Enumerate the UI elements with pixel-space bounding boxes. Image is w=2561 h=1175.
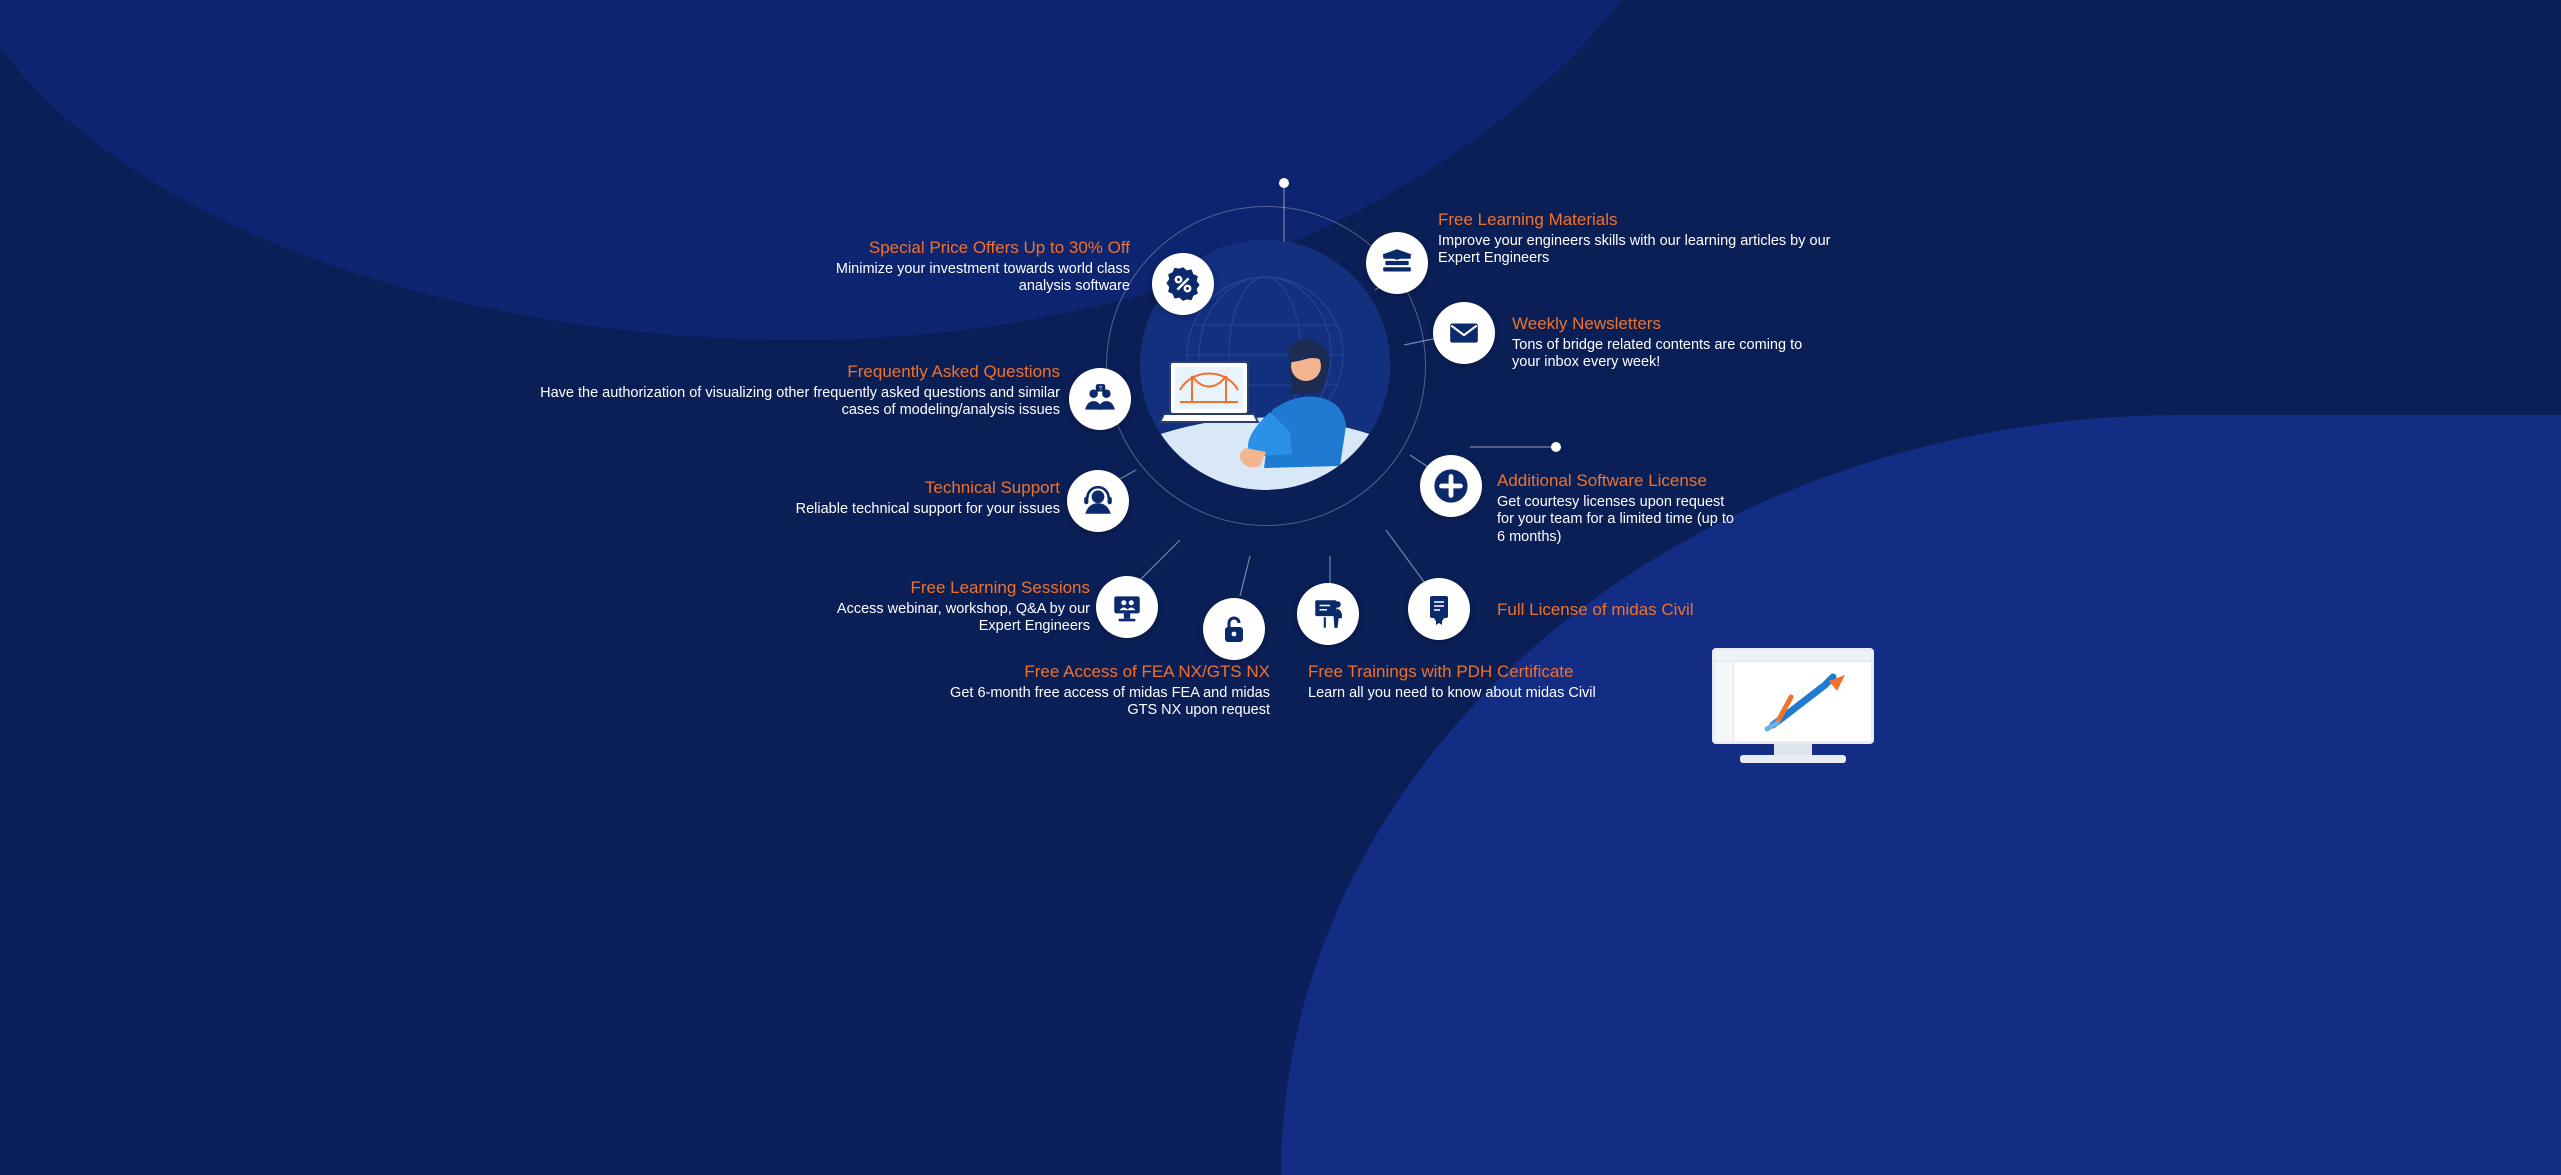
label-desc: Reliable technical support for your issues — [795, 500, 1060, 517]
label-title: Frequently Asked Questions — [847, 362, 1060, 381]
label-special-price-offers — [680, 238, 1130, 296]
label-free-access-of-fea-nx-gts-nx — [880, 662, 1270, 720]
midas-civil-software-window — [1712, 648, 1874, 766]
monitor-base — [1740, 755, 1846, 763]
label-desc: Have the authorization of visualizing other frequently asked questions and similar cases of modeling/analysis issues — [540, 384, 1060, 419]
plus-circle-icon — [1432, 467, 1470, 505]
node-special-price-offers[interactable] — [1152, 253, 1214, 315]
people-question-icon — [1083, 382, 1117, 416]
node-free-learning-materials[interactable] — [1366, 232, 1428, 294]
support-agent-icon — [1081, 484, 1115, 518]
node-technical-support[interactable] — [1067, 470, 1129, 532]
label-free-trainings-with-pdh-certificate — [1308, 662, 1708, 702]
label-desc: Get courtesy licenses upon request for your team for a limited time (up to 6 months) — [1497, 493, 1734, 546]
label-title: Free Learning Materials — [1438, 210, 1618, 229]
webinar-icon — [1110, 590, 1144, 624]
node-free-access-of-fea-nx-gts-nx[interactable] — [1203, 598, 1265, 660]
node-free-trainings-with-pdh-certificate[interactable] — [1297, 583, 1359, 645]
label-title: Weekly Newsletters — [1512, 314, 1661, 333]
books-icon — [1380, 246, 1414, 280]
envelope-icon — [1447, 316, 1481, 350]
label-free-learning-materials — [1438, 210, 1858, 268]
label-title: Full License of midas Civil — [1497, 600, 1694, 619]
certificate-icon — [1423, 593, 1455, 625]
label-technical-support — [660, 478, 1060, 518]
node-frequently-asked-questions[interactable] — [1069, 368, 1131, 430]
label-title: Free Trainings with PDH Certificate — [1308, 662, 1574, 681]
label-frequently-asked-questions — [500, 362, 1060, 420]
node-weekly-newsletters[interactable] — [1433, 302, 1495, 364]
label-free-learning-sessions — [760, 578, 1090, 636]
label-title: Free Access of FEA NX/GTS NX — [1024, 662, 1270, 681]
unlock-icon — [1218, 613, 1250, 645]
label-desc: Improve your engineers skills with our learning articles by our Expert Engineers — [1438, 232, 1831, 267]
label-title: Special Price Offers Up to 30% Off — [868, 238, 1130, 257]
label-desc: Access webinar, workshop, Q&A by our Expert Engineers — [836, 600, 1090, 635]
label-additional-software-license — [1497, 471, 1797, 547]
label-title: Additional Software License — [1497, 471, 1707, 490]
svg-text:?: ? — [1098, 385, 1103, 393]
node-full-license-of-midas-civil[interactable] — [1408, 578, 1470, 640]
monitor-topbar — [1715, 651, 1871, 662]
node-free-learning-sessions[interactable] — [1096, 576, 1158, 638]
label-title: Free Learning Sessions — [910, 578, 1090, 597]
label-desc: Get 6-month free access of midas FEA and midas GTS NX upon request — [950, 684, 1270, 719]
label-desc: Minimize your investment towards world class analysis software — [835, 260, 1130, 295]
node-additional-software-license[interactable] — [1420, 455, 1482, 517]
discount-percent-icon — [1165, 266, 1201, 302]
label-desc: Tons of bridge related contents are coming to your inbox every week! — [1512, 336, 1803, 371]
label-weekly-newsletters — [1512, 314, 1842, 372]
label-title: Technical Support — [924, 478, 1060, 497]
monitor-screen — [1712, 648, 1874, 744]
monitor-model-graphic — [1733, 663, 1874, 743]
label-desc: Learn all you need to know about midas Civil — [1308, 684, 1596, 701]
monitor-sidebar — [1715, 662, 1734, 741]
label-full-license-of-midas-civil — [1497, 600, 1817, 623]
presenter-icon — [1311, 597, 1345, 631]
